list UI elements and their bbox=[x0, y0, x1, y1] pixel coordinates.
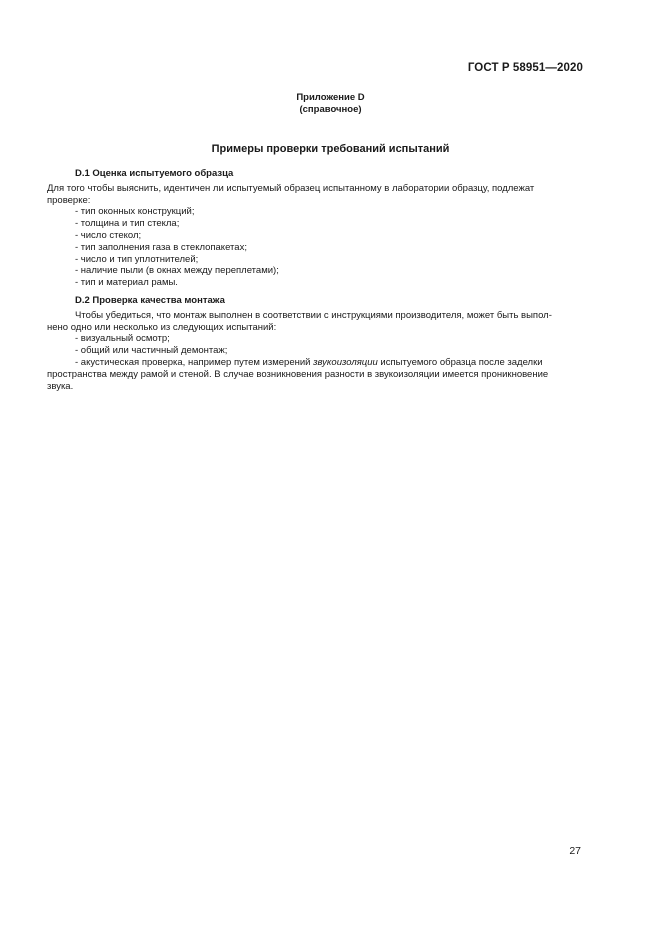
annex-kind: (справочное) bbox=[299, 104, 362, 115]
list-item-text: - акустическая проверка, например путем измерений bbox=[75, 356, 314, 368]
document-code: ГОСТ Р 58951—2020 bbox=[467, 62, 583, 74]
annex-body bbox=[47, 168, 583, 392]
annex-heading bbox=[0, 92, 661, 116]
list-item: - наличие пыли (в окнах между переплетами); bbox=[75, 265, 279, 277]
annex-title: Примеры проверки требований испытаний bbox=[211, 143, 450, 155]
list-item: - тип и материал рамы. bbox=[75, 277, 178, 289]
list-item: - число стекол; bbox=[75, 229, 142, 241]
list-item-acoustic bbox=[75, 357, 583, 369]
section-1-intro-line-2: проверке: bbox=[47, 194, 91, 206]
section-2-list bbox=[47, 333, 583, 368]
italic-term: звукоизоляции bbox=[313, 356, 378, 368]
list-item: - тип заполнения газа в стеклопакетах; bbox=[75, 241, 247, 253]
list-item: - тип оконных конструкций; bbox=[75, 206, 195, 218]
section-1-intro-line-1: Для того чтобы выяснить, идентичен ли испытуемый образец испытанному в лаборатории образцу, подлежат bbox=[47, 182, 535, 194]
section-2-last-item-line-3: звука. bbox=[47, 380, 74, 392]
page-number: 27 bbox=[569, 845, 581, 857]
section-1-list bbox=[47, 206, 583, 289]
list-item: - визуальный осмотр; bbox=[75, 333, 170, 345]
section-1-heading: D.1 Оценка испытуемого образца bbox=[75, 168, 234, 179]
list-item: - число и тип уплотнителей; bbox=[75, 253, 199, 265]
list-item: - толщина и тип стекла; bbox=[75, 218, 180, 230]
section-2-intro-line-2: нено одно или несколько из следующих испытаний: bbox=[47, 321, 277, 333]
section-2-last-item-line-2: пространства между рамой и стеной. В случае возникновения разности в звукоизоляции имеется проникновение bbox=[47, 368, 549, 380]
list-item-text: испытуемого образца после заделки bbox=[377, 356, 543, 368]
list-item: - общий или частичный демонтаж; bbox=[75, 345, 228, 357]
annex-label: Приложение D bbox=[296, 92, 365, 103]
section-2-intro-line-1: Чтобы убедиться, что монтаж выполнен в соответствии с инструкциями производителя, может быть выпол- bbox=[75, 309, 552, 321]
section-2-heading: D.2 Проверка качества монтажа bbox=[75, 294, 225, 306]
